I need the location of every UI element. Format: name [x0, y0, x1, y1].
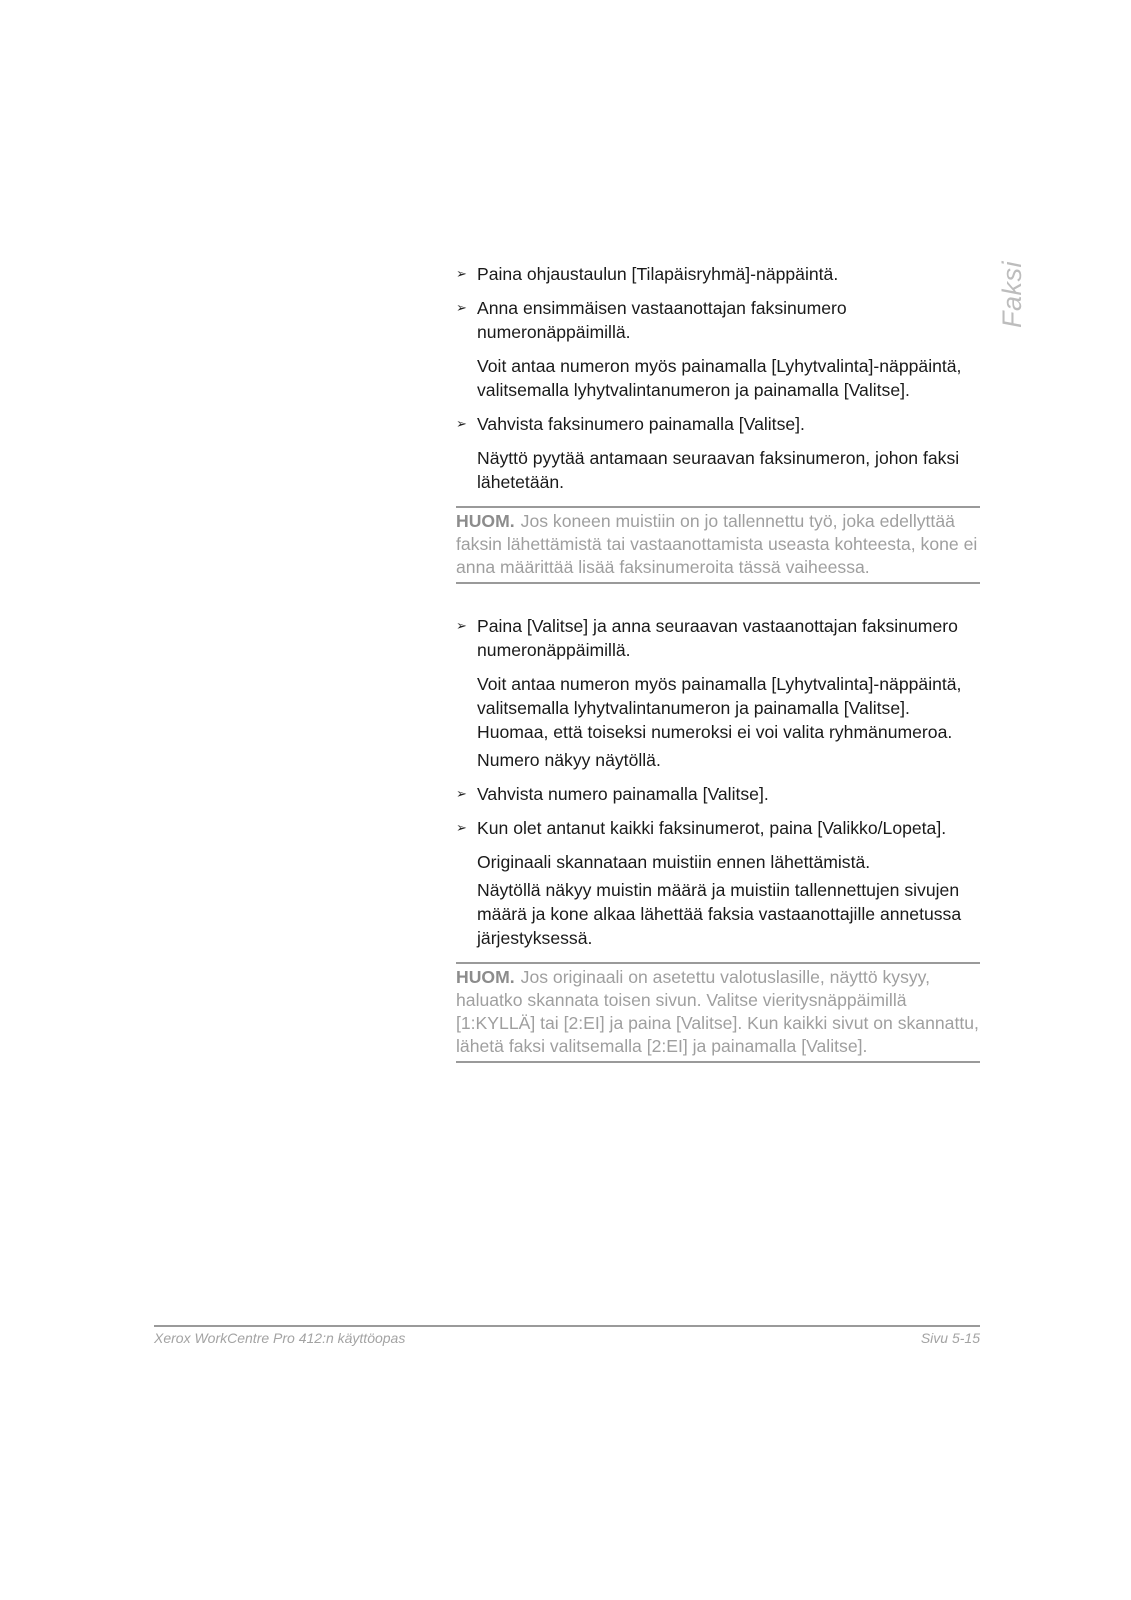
- note-box-2: [456, 962, 980, 1063]
- step-6-explanation: Originaali skannataan muistiin ennen lähettämistä.: [477, 852, 871, 872]
- step-5: [456, 782, 980, 806]
- arrow-bullet-icon: ➢: [456, 300, 467, 315]
- step-4-result: Numero näkyy näytöllä.: [477, 750, 661, 770]
- step-4-text: Paina [Valitse] ja anna seuraavan vastaanottajan faksinumero numeronäppäimillä.: [477, 616, 958, 660]
- main-content: [456, 262, 980, 1093]
- section-tab-label: Faksi: [996, 260, 1027, 328]
- step-6-text: Kun olet antanut kaikki faksinumerot, paina [Valikko/Lopeta].: [477, 818, 947, 838]
- arrow-bullet-icon: ➢: [456, 820, 467, 835]
- step-6-result: Näytöllä näkyy muistin määrä ja muistiin tallennettujen sivujen määrä ja kone alkaa lähettää faksia vastaanottajille annetussa järjestyksessä.: [477, 880, 962, 948]
- note-text: Jos originaali on asetettu valotuslasille, näyttö kysyy, haluatko skannata toisen sivun. Valitse vieritysnäppäimillä [1:KYLLÄ] tai [2:EI] ja paina [Valitse]. Kun kaikki sivut on skannattu, lähetä faksi valitsemalla [2:EI] ja painamalla [Valitse].: [456, 967, 979, 1056]
- arrow-bullet-icon: ➢: [456, 786, 467, 801]
- arrow-bullet-icon: ➢: [456, 416, 467, 431]
- step-1-text: Paina ohjaustaulun [Tilapäisryhmä]-näppäintä.: [477, 264, 839, 284]
- step-4-explanation: Voit antaa numeron myös painamalla [Lyhytvalinta]-näppäintä, valitsemalla lyhytvalintanumeron ja painamalla [Valitse]. Huomaa, että toiseksi numeroksi ei voi valita ryhmänumeroa.: [477, 674, 962, 742]
- step-3-explanation: Näyttö pyytää antamaan seuraavan faksinumeron, johon faksi lähetetään.: [477, 448, 960, 492]
- section-tab-faksi: [992, 262, 1032, 326]
- step-4: [456, 614, 980, 662]
- note-label: HUOM.: [456, 967, 515, 987]
- note-label: HUOM.: [456, 511, 515, 531]
- step-5-text: Vahvista numero painamalla [Valitse].: [477, 784, 769, 804]
- step-2-text: Anna ensimmäisen vastaanottajan faksinumero numeronäppäimillä.: [477, 298, 847, 342]
- arrow-bullet-icon: ➢: [456, 618, 467, 633]
- note-text: Jos koneen muistiin on jo tallennettu työ, joka edellyttää faksin lähettämistä tai vastaanottamista useasta kohteesta, kone ei anna määrittää lisää faksinumeroita tässä vaiheessa.: [456, 511, 978, 577]
- step-3-text: Vahvista faksinumero painamalla [Valitse].: [477, 414, 805, 434]
- footer-manual-title: Xerox WorkCentre Pro 412:n käyttöopas: [154, 1330, 406, 1346]
- note-box-1: [456, 506, 980, 584]
- footer-page-number: Sivu 5-15: [920, 1330, 980, 1346]
- page-footer: [154, 1325, 980, 1346]
- step-1: [456, 262, 980, 286]
- arrow-bullet-icon: ➢: [456, 266, 467, 281]
- step-6: [456, 816, 980, 840]
- step-2: [456, 296, 980, 344]
- step-2-explanation: Voit antaa numeron myös painamalla [Lyhytvalinta]-näppäintä, valitsemalla lyhytvalintanumeron ja painamalla [Valitse].: [477, 356, 962, 400]
- step-3: [456, 412, 980, 436]
